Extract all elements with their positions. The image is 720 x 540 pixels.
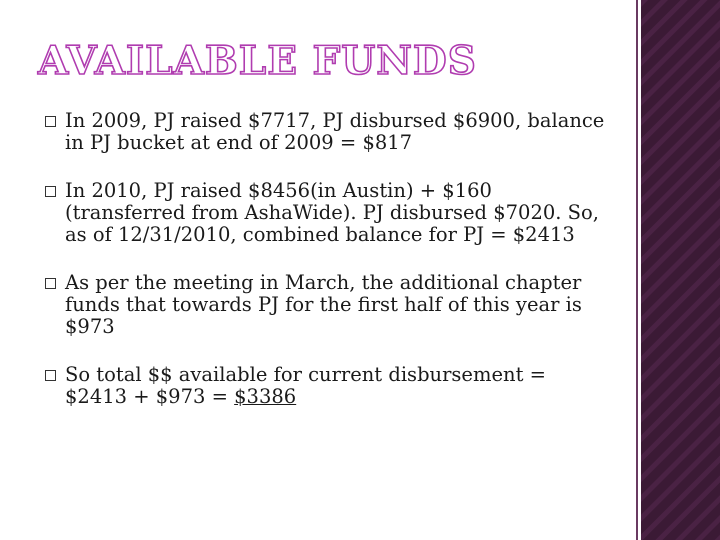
- square-bullet-icon: [45, 278, 56, 289]
- bullet-text: So total $$ available for current disbursement = $2413 + $973 =: [65, 363, 546, 408]
- bullet-text: In 2009, PJ raised $7717, PJ disbursed $6900, balance in PJ bucket at end of 2009 = $817: [65, 109, 605, 154]
- square-bullet-icon: [45, 186, 56, 197]
- side-divider: [636, 0, 638, 540]
- square-bullet-icon: [45, 370, 56, 381]
- decorative-side-band: [641, 0, 720, 540]
- bullet-item: [45, 272, 605, 338]
- bullet-list: [45, 110, 605, 408]
- total-amount: $3386: [234, 385, 297, 408]
- bullet-item: [45, 110, 605, 154]
- bullet-item: [45, 180, 605, 246]
- diagonal-pattern-icon: [641, 0, 720, 540]
- bullet-text: In 2010, PJ raised $8456(in Austin) + $160 (transferred from AshaWide). PJ disbursed $7020. So, as of 12/31/2010, combined balance for PJ = $2413: [65, 179, 599, 246]
- bullet-text: As per the meeting in March, the additional chapter funds that towards PJ for the first half of this year is $973: [65, 271, 582, 338]
- slide-title: AVAILABLE FUNDS: [38, 38, 477, 84]
- bullet-item: [45, 364, 605, 408]
- square-bullet-icon: [45, 116, 56, 127]
